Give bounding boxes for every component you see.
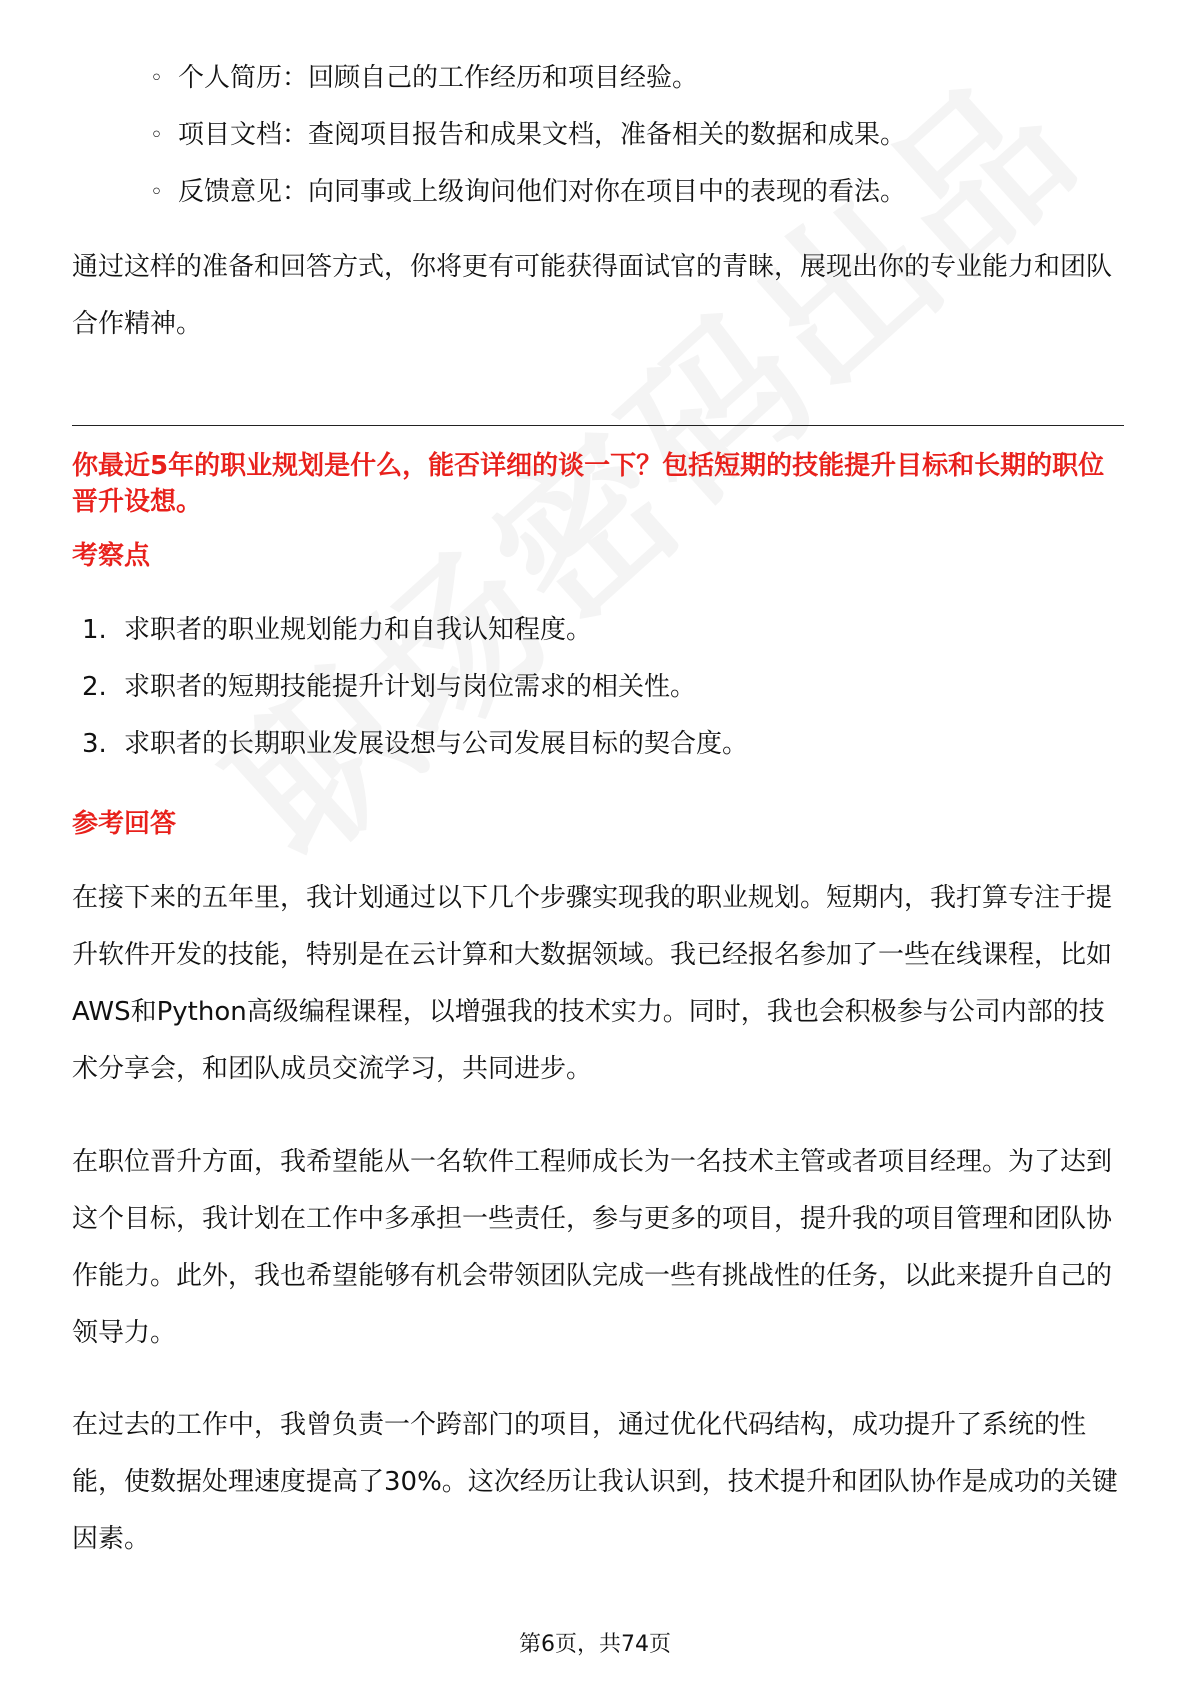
list-item bbox=[150, 119, 906, 152]
list-item bbox=[82, 728, 748, 761]
section-divider bbox=[72, 425, 1124, 426]
item-number: 2. bbox=[82, 672, 107, 702]
answer-heading: 参考回答 bbox=[72, 809, 177, 839]
list-item bbox=[150, 176, 906, 209]
answer-paragraph-1: 在接下来的五年里，我计划通过以下几个步骤实现我的职业规划。短期内，我打算专注于提升软件开发的技能，特别是在云计算和大数据领域。我已经报名参加了一些在线课程，比如AWS和Python高级编程课程，以增强我的技术实力。同时，我也会积极参与公司内部的技术分享会，和团队成员交流学习，共同进步。 bbox=[72, 883, 1113, 1084]
page-number: 第6页，共74页 bbox=[519, 1632, 671, 1657]
answer-paragraph-2: 在职位晋升方面，我希望能从一名软件工程师成长为一名技术主管或者项目经理。为了达到这个目标，我计划在工作中多承担一些责任，参与更多的项目，提升我的项目管理和团队协作能力。此外，我也希望能够有机会带领团队完成一些有挑战性的任务，以此来提升自己的领导力。 bbox=[72, 1147, 1113, 1348]
bullet-marker: ◦ bbox=[150, 123, 163, 148]
bullet-text: 个人简历：回顾自己的工作经历和项目经验。 bbox=[178, 63, 699, 93]
list-item bbox=[82, 671, 748, 704]
interview-question: 你最近5年的职业规划是什么，能否详细的谈一下？包括短期的技能提升目标和长期的职位晋升设想。 bbox=[72, 451, 1105, 517]
bullet-list bbox=[150, 62, 906, 233]
item-number: 3. bbox=[82, 729, 107, 759]
item-text: 求职者的长期职业发展设想与公司发展目标的契合度。 bbox=[124, 729, 749, 759]
closing-paragraph: 通过这样的准备和回答方式，你将更有可能获得面试官的青睐，展现出你的专业能力和团队合作精神。 bbox=[72, 252, 1113, 339]
bullet-text: 项目文档：查阅项目报告和成果文档，准备相关的数据和成果。 bbox=[178, 120, 907, 150]
assessment-list bbox=[82, 614, 748, 785]
list-item bbox=[82, 614, 748, 647]
item-text: 求职者的职业规划能力和自我认知程度。 bbox=[124, 615, 593, 645]
assessment-heading: 考察点 bbox=[72, 541, 151, 571]
bullet-marker: ◦ bbox=[150, 180, 163, 205]
item-text: 求职者的短期技能提升计划与岗位需求的相关性。 bbox=[124, 672, 697, 702]
list-item bbox=[150, 62, 906, 95]
item-number: 1. bbox=[82, 615, 107, 645]
bullet-marker: ◦ bbox=[150, 66, 163, 91]
bullet-text: 反馈意见：向同事或上级询问他们对你在项目中的表现的看法。 bbox=[178, 177, 907, 207]
answer-paragraph-3: 在过去的工作中，我曾负责一个跨部门的项目，通过优化代码结构，成功提升了系统的性能，使数据处理速度提高了30%。这次经历让我认识到，技术提升和团队协作是成功的关键因素。 bbox=[72, 1410, 1118, 1554]
